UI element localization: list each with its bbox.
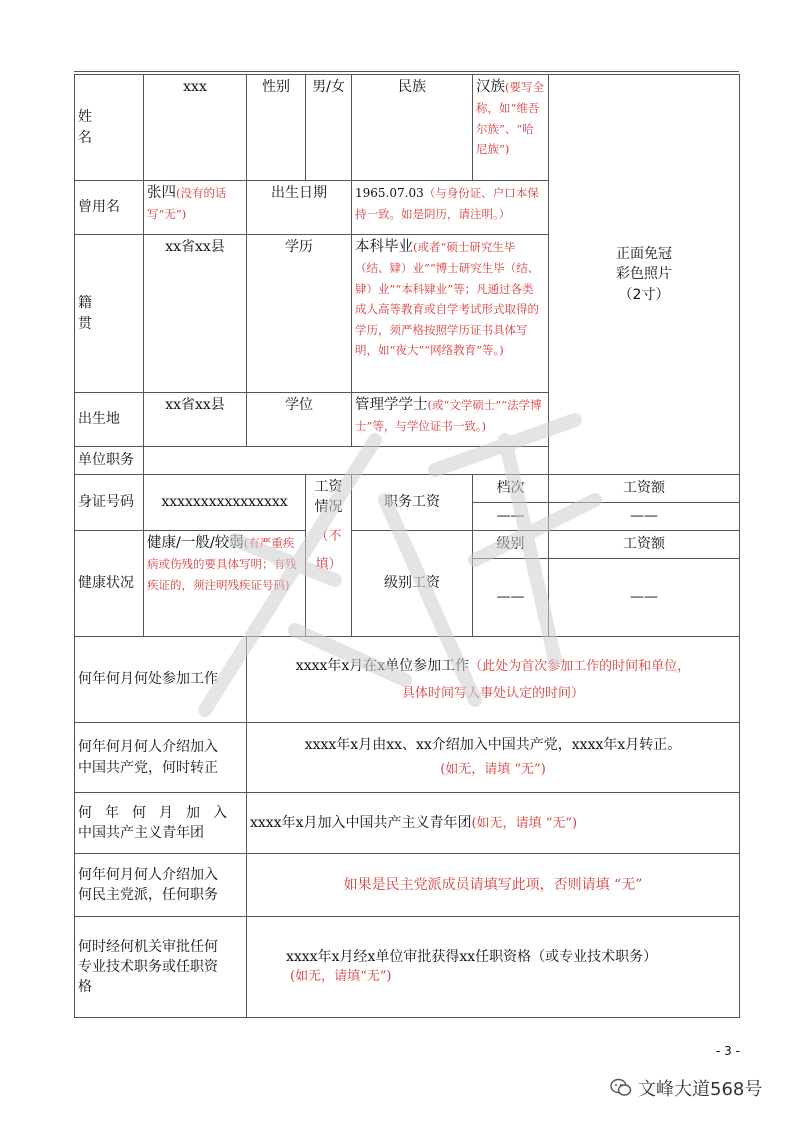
grade-label: 档次 — [473, 475, 549, 503]
duty-salary-label: 职务工资 — [352, 475, 473, 531]
birth-date-value: 1965.07.03 — [355, 186, 424, 200]
position-label: 单位职务 — [75, 447, 144, 475]
professional-title-label-b: 专业技术职务或任职资 — [78, 958, 218, 975]
native-place-label: 籍 贯 — [75, 235, 144, 393]
professional-title-cell[interactable] — [247, 917, 740, 1018]
work-start-note-b: 具体时间写人事处认定的时间） — [401, 685, 584, 701]
id-number-label: 身证号码 — [75, 475, 144, 531]
salary-note-b: 填） — [315, 557, 342, 573]
former-name-value: 张四 — [147, 185, 176, 201]
education-value: 本科毕业 — [355, 239, 413, 255]
birth-date-cell[interactable] — [352, 181, 549, 235]
professional-title-label-a: 何时经何机关审批任何 — [78, 938, 218, 955]
youth-league-value: xxxx年x月加入中国共产主义青年团 — [250, 814, 472, 831]
democratic-party-label — [75, 854, 247, 917]
page-number: - 3 - — [716, 1044, 740, 1058]
party-label-a: 何年何月何人介绍加入 — [78, 739, 218, 756]
name-value[interactable]: xxx — [144, 75, 247, 181]
education-note: (或者“硕士研究生毕（结、肄）业”“博士研究生毕（结、肄）业”“本科肄业”等；凡通过各类成人高等教育或自学考试形式取得的学历，须严格按照学历证书具体写明，如“夜大”“网络教育”等。) — [355, 240, 540, 358]
youth-league-label — [75, 793, 247, 854]
photo-line-2: 彩色照片 — [616, 266, 672, 283]
top-rule — [74, 71, 739, 72]
work-start-note-a: （此处为首次参加工作的时间和单位， — [469, 658, 691, 674]
level-label: 级别 — [473, 531, 549, 559]
gender-label: 性别 — [247, 75, 306, 181]
birth-date-label: 出生日期 — [247, 181, 352, 235]
grade-value[interactable]: —— — [473, 503, 549, 531]
ethnic-value: 汉族 — [476, 79, 505, 95]
row-work-start — [75, 637, 740, 723]
level-value[interactable]: —— — [473, 559, 549, 637]
democratic-party-label-a: 何年何月何人介绍加入 — [78, 866, 218, 883]
salary-label-b: 情况 — [314, 499, 343, 516]
salary-situation-cell — [306, 475, 352, 637]
professional-title-value: xxxx年x月经x单位审批获得xx任职资格（或专业技术职务） — [286, 949, 658, 966]
row-professional-title — [75, 917, 740, 1018]
birthplace-label: 出生地 — [75, 393, 144, 447]
health-value: 健康/一般/较弱 — [147, 535, 244, 551]
wechat-icon — [610, 1078, 632, 1098]
row-democratic-party — [75, 854, 740, 917]
degree-value: 管理学学士 — [355, 397, 428, 413]
work-start-cell[interactable] — [247, 637, 740, 723]
birthplace-value[interactable]: xx省xx县 — [144, 393, 247, 447]
youth-league-note: (如无，请填 “无”) — [471, 815, 578, 831]
level-amount-value[interactable]: —— — [549, 559, 740, 637]
work-start-value: xxxx年x月在x单位参加工作 — [295, 657, 470, 674]
position-value[interactable] — [144, 447, 549, 475]
brand-footer — [610, 1075, 762, 1101]
party-cell[interactable] — [247, 723, 740, 793]
former-name-label: 曾用名 — [75, 181, 144, 235]
democratic-party-label-b: 何民主党派，任何职务 — [78, 887, 218, 903]
health-note: (有严重疾病或伤残的要具体写明；有残疾证的，须注明残疾证号码) — [147, 536, 297, 592]
duty-amount-label: 工资额 — [549, 475, 740, 503]
education-cell[interactable] — [352, 235, 549, 393]
professional-title-label-c: 格 — [78, 979, 92, 996]
row-youth-league — [75, 793, 740, 854]
professional-title-label — [75, 917, 247, 1018]
duty-amount-value[interactable]: —— — [549, 503, 740, 531]
youth-league-label-a: 何年何月加入 — [78, 804, 240, 821]
gender-value[interactable]: 男/女 — [306, 75, 352, 181]
registration-form-table — [74, 74, 740, 1018]
party-label — [75, 723, 247, 793]
brand-name: 文峰大道568号 — [638, 1079, 763, 1100]
degree-label: 学位 — [247, 393, 352, 447]
row-health-level-header — [75, 531, 740, 559]
youth-league-label-b: 中国共产主义青年团 — [78, 825, 204, 841]
health-label: 健康状况 — [75, 531, 144, 637]
degree-note: (或“文学硕士”“法学博士”等，与学位证书一致。) — [355, 398, 542, 434]
education-label: 学历 — [247, 235, 352, 393]
party-note: (如无，请填 “无”) — [440, 762, 546, 778]
photo-line-1: 正面免冠 — [616, 246, 672, 263]
youth-league-cell[interactable] — [247, 793, 740, 854]
salary-note-a: （不 — [315, 528, 342, 544]
row-party — [75, 723, 740, 793]
professional-title-note: (如无，请填“无”) — [290, 968, 392, 984]
former-name-cell[interactable] — [144, 181, 247, 235]
row-name — [75, 75, 740, 181]
native-place-value[interactable]: xx省xx县 — [144, 235, 247, 393]
row-id-grade-header — [75, 475, 740, 503]
degree-cell[interactable] — [352, 393, 549, 447]
salary-label-a: 工资 — [314, 479, 343, 495]
ethnic-label: 民族 — [352, 75, 473, 181]
birth-date-note: （与身份证、户口本保持一致。如是阴历，请注明。） — [355, 186, 539, 221]
former-name-note: (没有的话写“无”) — [147, 186, 227, 222]
party-label-b: 中国共产党，何时转正 — [78, 759, 218, 776]
work-start-label: 何年何月何处参加工作 — [75, 637, 247, 723]
name-label: 姓 名 — [75, 75, 144, 181]
ethnic-cell[interactable] — [473, 75, 549, 181]
photo-placeholder[interactable] — [549, 75, 740, 475]
level-amount-label: 工资额 — [549, 531, 740, 559]
photo-line-3: （2寸） — [618, 286, 670, 303]
id-number-value[interactable]: xxxxxxxxxxxxxxxx — [144, 475, 306, 531]
party-value: xxxx年x月由xx、xx介绍加入中国共产党，xxxx年x月转正。 — [304, 736, 682, 753]
level-salary-label: 级别工资 — [352, 531, 473, 637]
ethnic-note: (要写全称，如“维吾尔族”、“哈尼族”) — [476, 80, 544, 157]
democratic-party-note[interactable]: 如果是民主党派成员请填写此项，否则请填 “无” — [247, 854, 740, 917]
health-cell[interactable] — [144, 531, 306, 637]
